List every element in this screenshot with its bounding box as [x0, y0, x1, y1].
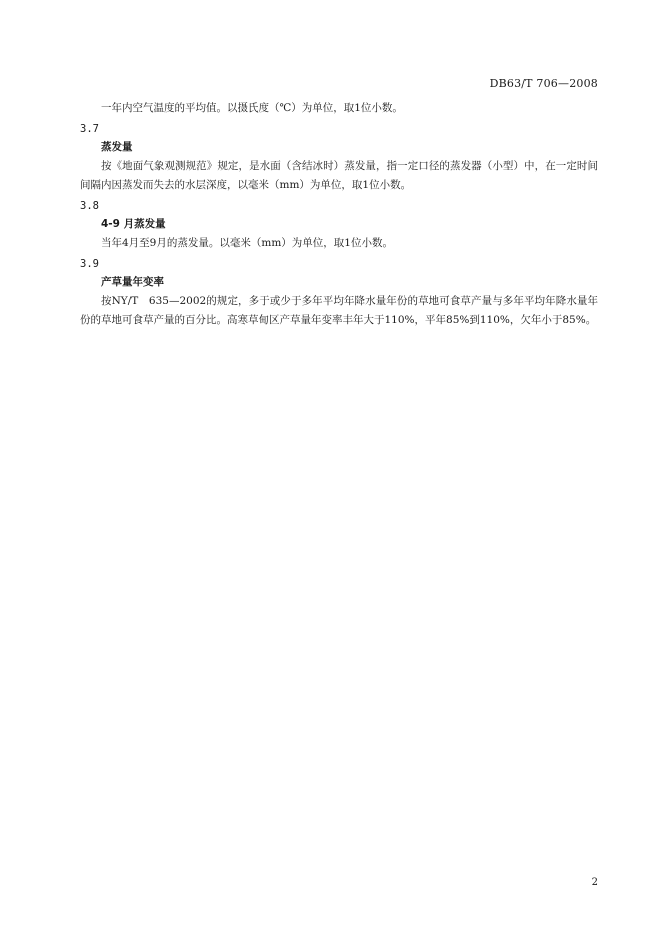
section-body: 按《地面气象观测规范》规定，是水面（含结冰时）蒸发量，指一定口径的蒸发器（小型）中，在一定时间间隔内因蒸发而失去的水层深度，以毫米（mm）为单位，取1位小数。	[80, 160, 598, 191]
section-number: 3.7	[80, 123, 99, 135]
section-title: 4-9 月蒸发量	[101, 218, 166, 230]
section-3-7	[80, 121, 598, 195]
section-body: 当年4月至9月的蒸发量。以毫米（mm）为单位，取1位小数。	[101, 237, 393, 249]
section-title: 产草量年变率	[101, 276, 164, 288]
section-3-8	[80, 198, 598, 253]
section-body: 按NY/T 635—2002的规定，多于或少于多年平均年降水量年份的草地可食草产量与多年平均年降水量年份的草地可食草产量的百分比。高寒草甸区产草量年变率丰年大于110%，平年85%到110%，欠年小于85%。	[80, 295, 598, 326]
document-body	[80, 99, 598, 330]
section-number: 3.8	[80, 200, 99, 212]
section-title: 蒸发量	[101, 141, 133, 153]
page-number: 2	[591, 877, 598, 888]
intro-paragraph: 一年内空气温度的平均值。以摄氏度（℃）为单位，取1位小数。	[101, 102, 403, 114]
section-number: 3.9	[80, 258, 99, 270]
standard-code: DB63/T 706—2008	[489, 77, 598, 90]
section-3-9	[80, 256, 598, 330]
